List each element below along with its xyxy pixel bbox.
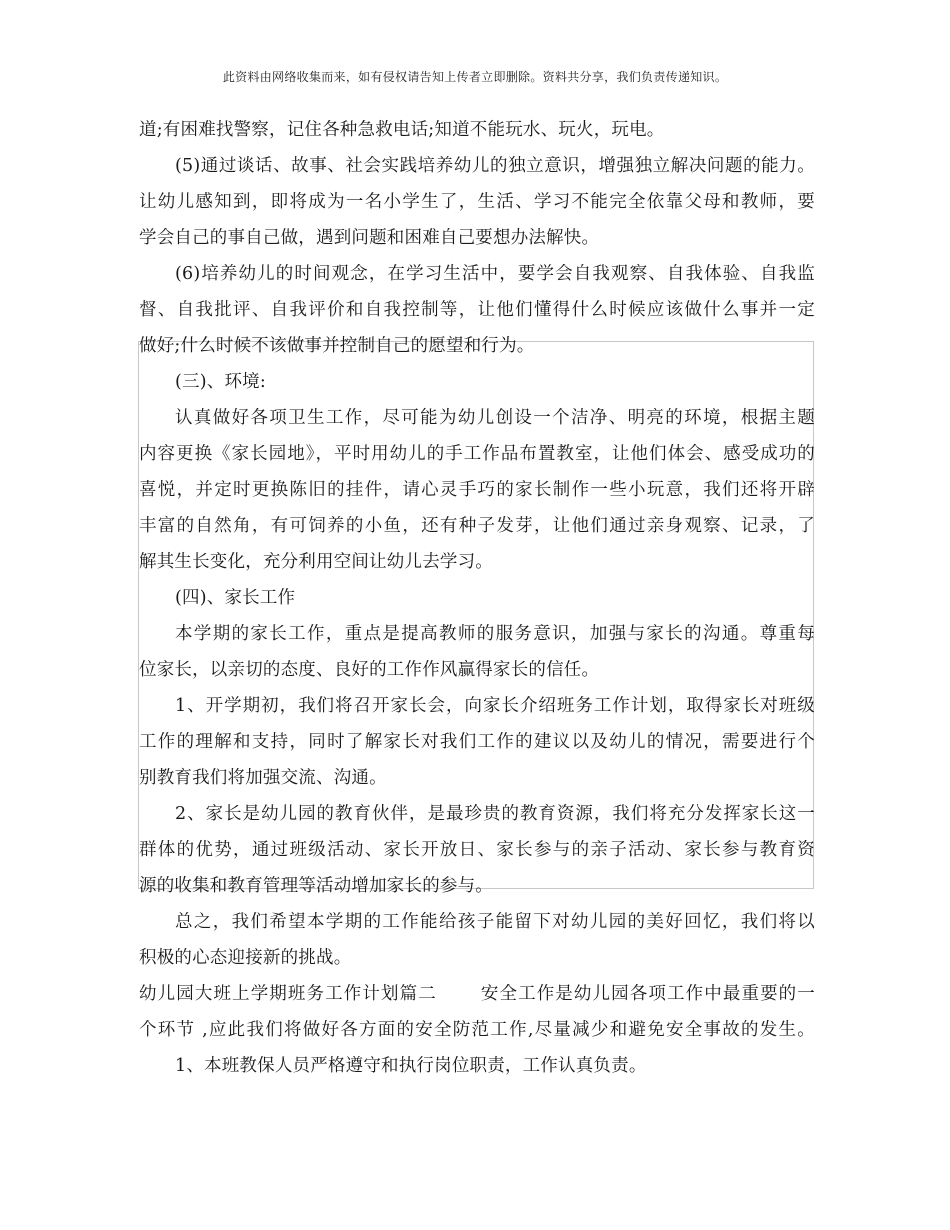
text-line: (三)、环境:: [175, 372, 266, 392]
section-title-text: 安全工作是幼儿园各项工作中最重要的一: [480, 984, 815, 1004]
text-line: 道;有困难找警察，记住各种急救电话;知道不能玩水、玩火，玩电。: [139, 120, 665, 140]
text-line: 喜悦，并定时更换陈旧的挂件，请心灵手巧的家长制作一些小玩意，我们还将开辟: [139, 480, 815, 500]
text-line: 1、本班教保人员严格遵守和执行岗位职责，工作认真负责。: [175, 1056, 647, 1076]
text-line: 学会自己的事自己做，遇到问题和困难自己要想办法解快。: [139, 228, 600, 248]
text-line: 1、开学期初，我们将召开家长会，向家长介绍班务工作计划，取得家长对班级: [175, 696, 815, 716]
text-line: 工作的理解和支持，同时了解家长对我们工作的建议以及幼儿的情况，需要进行个: [139, 732, 815, 752]
text-line: 总之，我们希望本学期的工作能给孩子能留下对幼儿园的美好回忆，我们将以: [175, 912, 815, 932]
text-line: 积极的心态迎接新的挑战。: [139, 948, 352, 968]
text-line: 让幼儿感知到，即将成为一名小学生了，生活、学习不能完全依靠父母和教师，要: [139, 192, 815, 212]
text-line: (5)通过谈话、故事、社会实践培养幼儿的独立意识，增强独立解决问题的能力。: [175, 156, 815, 176]
text-line: 位家长，以亲切的态度、良好的工作作风赢得家长的信任。: [139, 660, 600, 680]
text-line: 本学期的家长工作，重点是提高教师的服务意识，加强与家长的沟通。尊重每: [175, 624, 815, 644]
document-body: [139, 112, 815, 1084]
text-line: 解其生长变化，充分利用空间让幼儿去学习。: [139, 552, 493, 572]
text-line: 丰富的自然角，有可饲养的小鱼，还有种子发芽，让他们通过亲身观察、记录，了: [139, 516, 815, 536]
text-line: 内容更换《家长园地》，平时用幼儿的手工作品布置教室，让他们体会、感受成功的: [139, 444, 815, 464]
text-line: 群体的优势，通过班级活动、家长开放日、家长参与的亲子活动、家长参与教育资: [139, 840, 815, 860]
text-line: 2、家长是幼儿园的教育伙伴，是最珍贵的教育资源，我们将充分发挥家长这一: [175, 804, 815, 824]
text-line: (四)、家长工作: [175, 588, 296, 608]
text-line: (6)培养幼儿的时间观念，在学习生活中，要学会自我观察、自我体验、自我监: [175, 264, 815, 284]
text-line: 个环节 ,应此我们将做好各方面的安全防范工作,尽量减少和避免安全事故的发生。: [139, 1020, 815, 1040]
section-title: 幼儿园大班上学期班务工作计划篇二: [139, 984, 437, 1004]
text-line: 督、自我批评、自我评价和自我控制等，让他们懂得什么时候应该做什么事并一定: [139, 300, 815, 320]
text-line: 认真做好各项卫生工作，尽可能为幼儿创设一个洁净、明亮的环境，根据主题: [175, 408, 815, 428]
section-title-line: [139, 976, 815, 1012]
header-note: 此资料由网络收集而来，如有侵权请告知上传者立即删除。资料共分享，我们负责传递知识。: [222, 70, 728, 84]
tail-lines: [139, 1012, 815, 1084]
paragraph-lines: [139, 112, 815, 976]
text-line: 别教育我们将加强交流、沟通。: [139, 768, 387, 788]
text-line: 做好;什么时候不该做事并控制自己的愿望和行为。: [139, 336, 535, 356]
text-line: 源的收集和教育管理等活动增加家长的参与。: [139, 876, 493, 896]
